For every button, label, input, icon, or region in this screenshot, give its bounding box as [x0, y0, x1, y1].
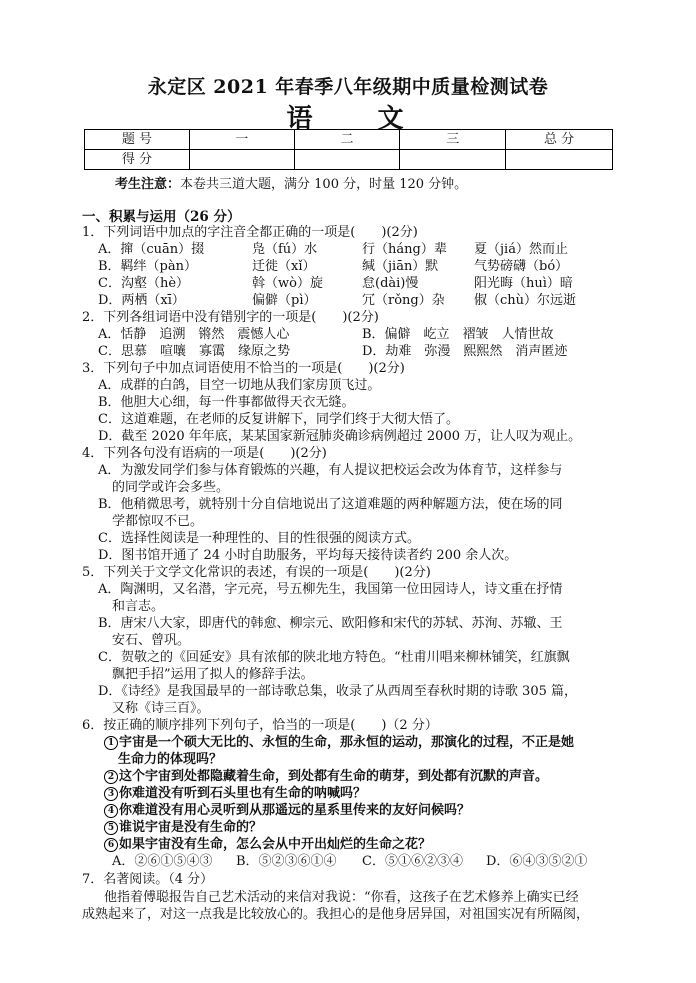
option-line: B．他胆大心细，每一件事都做得天衣无缝。 [98, 395, 355, 410]
option-line: 又称《诗三百》。 [112, 701, 210, 716]
option-line: D．图书馆开通了 24 小时自助服务，平均每天接待读者约 200 余人次。 [98, 548, 518, 563]
option-line: A．成群的白鸽，目空一切地从我们家房顶飞过。 [98, 378, 381, 393]
sentence-line [104, 734, 574, 751]
option-cell: 怠(dài)慢 [362, 276, 419, 291]
option-line: 飘把手招”运用了拟人的修辞手法。 [112, 667, 314, 682]
option-cell: D．两栖（xī） [98, 293, 185, 308]
option-line: 和言志。 [112, 599, 165, 614]
sentence-line [104, 819, 262, 836]
option-line: D．截至 2020 年年底，某某国家新冠肺炎确诊病例超过 2000 万，让人叹为观止。 [98, 429, 582, 444]
option-line: B．唐宋八大家，即唐代的韩愈、柳宗元、欧阳修和宋代的苏轼、苏洵、苏辙、王 [98, 616, 563, 631]
option-line: 安石、曾巩。 [112, 633, 191, 648]
option-line: D．《诗经》是我国最早的一部诗歌总集，收录了从西周至春秋时期的诗歌 305 篇， [98, 684, 578, 699]
score-table-header-row [85, 130, 613, 150]
circled-number: 6 [104, 838, 118, 852]
option-cell: 凫（fú）水 [252, 242, 318, 257]
option-cell: 阳光晦（huì）暗 [474, 276, 573, 291]
circled-number: 5 [104, 821, 118, 835]
score-cell: 三 [400, 130, 506, 150]
notice-text: 本卷共三道大题，满分 100 分，时量 120 分钟。 [180, 177, 468, 192]
option-line: B．他稍微思考，就特别十分自信地说出了这道难题的两种解题方法，使在场的同 [98, 497, 563, 512]
circled-number: 4 [104, 804, 118, 818]
section-heading: 一、积累与运用（26 分） [82, 209, 241, 225]
option-cell: B．⑤②③⑥①④ [236, 854, 337, 869]
sentence-text: 这个宇宙到处都隐藏着生命，到处都有生命的萌芽，到处都有沉默的声音。 [119, 769, 549, 784]
circled-number: 3 [104, 787, 118, 801]
option-line: A．为激发同学们参与体育锻炼的兴趣，有人提议把校运会改为体育节，这样参与 [98, 463, 563, 478]
notice-label: 考生注意： [115, 177, 181, 192]
option-cell: 迁徙（xǐ） [252, 259, 316, 274]
passage-line: 成熟起来了，对这一点我是比较放心的。我担心的是他身居异国，对祖国实况有所隔阂， [82, 907, 590, 922]
option-line: C．选择性阅读是一种理性的、目的性很强的阅读方式。 [98, 531, 420, 546]
sentence-text: 如果宇宙没有生命，怎么会从中开出灿烂的生命之花？ [119, 837, 432, 852]
option-cell: C．⑤①⑥②③④ [362, 854, 463, 869]
score-cell: 二 [294, 130, 400, 150]
sentence-text: 宇宙是一个硕大无比的、永恒的生命，那永恒的运动，那演化的过程，不正是她 [119, 735, 575, 750]
option-line: 学都惊叹不已。 [112, 514, 204, 529]
sentence-line [104, 836, 431, 853]
question-stem: 5．下列关于文学文化常识的表述，有误的一项是( )(2分) [82, 565, 431, 580]
option-line: C．这道难题，在老师的反复讲解下，同学们终于大彻大悟了。 [98, 412, 459, 427]
option-cell: D．劫难 弥漫 熙熙然 消声匿迹 [362, 344, 568, 359]
question-stem: 6．按正确的顺序排列下列句子，恰当的一项是( )（2 分） [82, 718, 438, 733]
score-cell: 题 号 [85, 130, 190, 150]
circled-number: 1 [104, 736, 118, 750]
option-cell: A．②⑥①⑤④③ [112, 854, 213, 869]
option-cell: 斡（wò）旋 [252, 276, 323, 291]
option-cell: B．羁绊（pàn） [98, 259, 197, 274]
option-cell: B．偏僻 屹立 褶皱 人情世故 [362, 327, 554, 342]
option-cell: 冗（rǒng）杂 [362, 293, 445, 308]
option-cell: A．恬静 追溯 锵然 震憾人心 [98, 327, 290, 342]
sentence-text: 你难道没有听到石头里也有生命的呐喊吗？ [119, 786, 367, 801]
sentence-line [104, 802, 470, 819]
option-line: C．贺敬之的《回延安》具有浓郁的陕北地方特色。“杜甫川唱来柳林铺笑，红旗飘 [98, 650, 570, 665]
exam-notice [115, 173, 467, 192]
question-stem: 4．下列各句没有语病的一项是( )(2分) [82, 446, 327, 461]
option-cell: D．⑥④③⑤②① [486, 854, 588, 869]
score-cell: 总 分 [506, 130, 613, 150]
option-cell: 夏（jiá）然而止 [474, 242, 568, 257]
sentence-text: 谁说宇宙是没有生命的？ [119, 820, 263, 835]
exam-title: 永定区 2021 年春季八年级期中质量检测试卷 [147, 76, 549, 98]
score-table [84, 129, 613, 170]
score-cell: 一 [189, 130, 294, 150]
score-cell: 得 分 [85, 150, 190, 170]
option-cell: 缄（jiān）默 [362, 259, 439, 274]
sentence-line [104, 785, 366, 802]
score-cell [506, 150, 613, 170]
option-cell: A．撺（cuān）掇 [98, 242, 205, 257]
question-stem: 2．下列各组词语中没有错别字的一项是( )(2分) [82, 310, 379, 325]
sentence-line [104, 768, 548, 785]
question-stem: 3．下列句子中加点词语使用不恰当的一项是( )(2分) [82, 361, 405, 376]
option-cell: 俶（chù）尔远逝 [474, 293, 577, 308]
option-cell: 行（háng）辈 [362, 242, 447, 257]
question-stem: 7．名著阅读。（4 分） [82, 872, 214, 887]
score-cell [294, 150, 400, 170]
option-line: 的同学或许会多些。 [112, 480, 230, 495]
passage-line: 他指着傅聪报告自己艺术活动的来信对我说：“你看，这孩子在艺术修养上确实已经 [104, 890, 579, 905]
option-cell: 偏僻（pì） [252, 293, 317, 308]
option-cell: 气势磅礴（bó） [474, 259, 569, 274]
sentence-text: 你难道没有用心灵听到从那遥远的星系里传来的友好问候吗？ [119, 803, 471, 818]
option-line: A．陶渊明，又名潜，字元亮，号五柳先生，我国第一位田园诗人，诗文重在抒情 [98, 582, 563, 597]
subject-title: 语 文 [286, 104, 432, 134]
question-stem: 1．下列词语中加点的字注音全都正确的一项是( )(2分) [82, 225, 418, 240]
sentence-line: 生命力的体现吗？ [118, 752, 223, 767]
circled-number: 2 [104, 770, 118, 784]
score-table-score-row [85, 150, 613, 170]
option-cell: C．思慕 喧嚷 寡霭 缘原之势 [98, 344, 290, 359]
score-cell [189, 150, 294, 170]
option-cell: C．沟壑（hè） [98, 276, 190, 291]
score-cell [400, 150, 506, 170]
